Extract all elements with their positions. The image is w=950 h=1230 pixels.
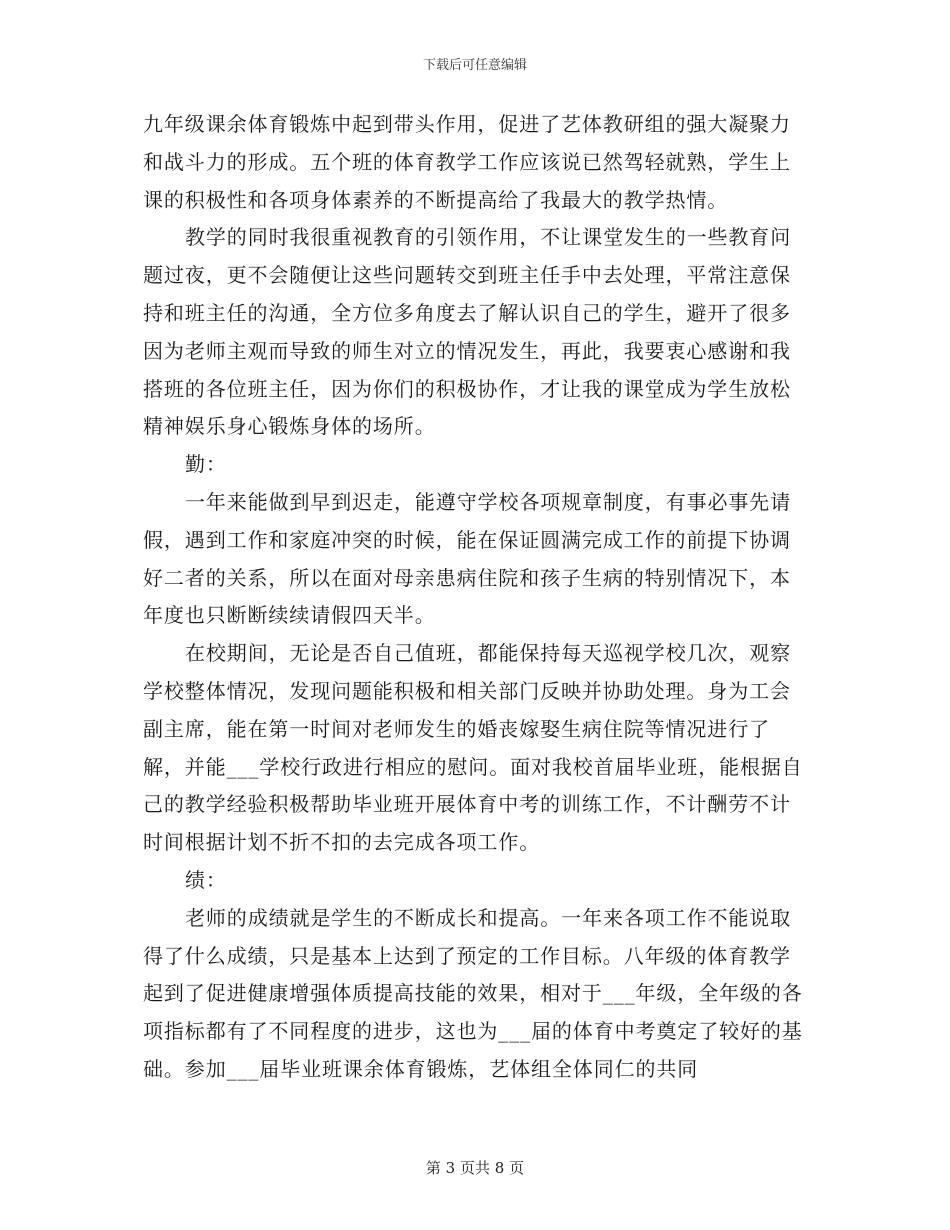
document-body <box>143 106 807 1089</box>
paragraph-1: 九年级课余体育锻炼中起到带头作用，促进了艺体教研组的强大凝聚力和战斗力的形成。五个班的体育教学工作应该说已然驾轻就熟，学生上课的积极性和各项身体素养的不断提高给了我最大的教学热情。 <box>143 112 791 212</box>
section-heading-ji: 绩： <box>185 867 227 892</box>
page-header: 下载后可任意编辑 <box>422 58 527 73</box>
paragraph-4: 在校期间，无论是否自己值班，都能保持每天巡视学校几次，观察学校整体情况，发现问题能积极和相关部门反映并协助处理。身为工会副主席，能在第一时间对老师发生的婚丧嫁娶生病住院等情况进行了解，并能___学校行政进行相应的慰问。面对我校首届毕业班，能根据自己的教学经验积极帮助毕业班开展体育中考的训练工作，不计酬劳不计时间根据计划不折不扣的去完成各项工作。 <box>143 641 803 855</box>
paragraph-3: 一年来能做到早到迟走，能遵守学校各项规章制度，有事必事先请假，遇到工作和家庭冲突的时候，能在保证圆满完成工作的前提下协调好二者的关系，所以在面对母亲患病住院和孩子生病的特别情况下，本年度也只断断续续请假四天半。 <box>143 489 792 628</box>
page-footer: 第 3 页共 8 页 <box>425 1159 525 1177</box>
section-heading-qin: 勤： <box>185 452 227 477</box>
paragraph-5: 老师的成绩就是学生的不断成长和提高。一年来各项工作不能说取得了什么成绩，只是基本上达到了预定的工作目标。八年级的体育教学起到了促进健康增强体质提高技能的效果，相对于___年级，全年级的各项指标都有了不同程度的进步，这也为___届的体育中考奠定了较好的基础。参加___届毕业班课余体育锻炼，艺体组全体同仁的共同 <box>143 905 803 1081</box>
paragraph-2: 教学的同时我很重视教育的引领作用，不让课堂发生的一些教育问题过夜，更不会随便让这些问题转交到班主任手中去处理，平常注意保持和班主任的沟通，全方位多角度去了解认识自己的学生，避开了很多因为老师主观而导致的师生对立的情况发生，再此，我要衷心感谢和我搭班的各位班主任，因为你们的积极协作，才让我的课堂成为学生放松精神娱乐身心锻炼身体的场所。 <box>143 225 792 439</box>
